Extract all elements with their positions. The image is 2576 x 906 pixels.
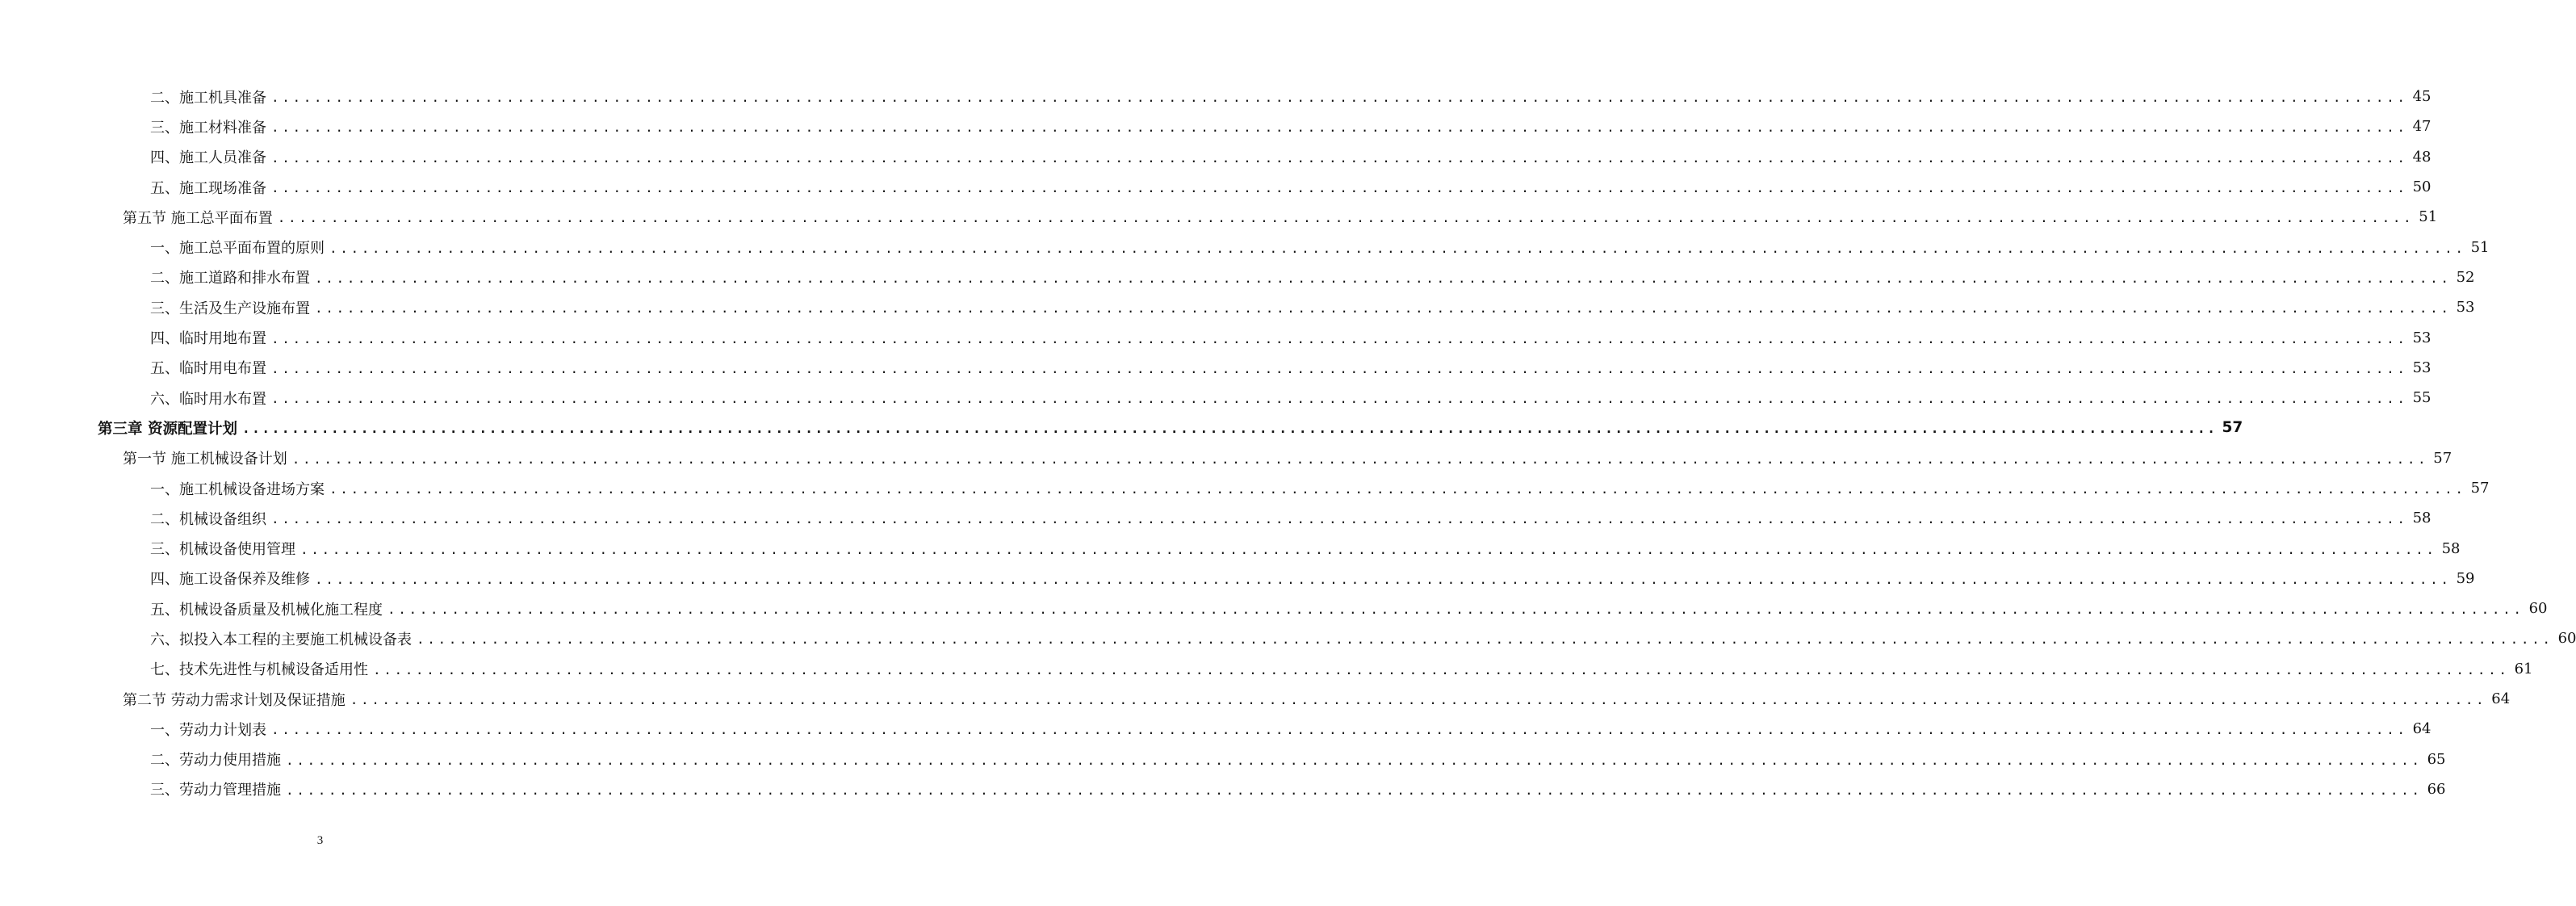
toc-entry-title: 三、机械设备使用管理 bbox=[150, 541, 295, 559]
toc-entry-page-number: 66 bbox=[2427, 780, 2446, 798]
toc-entry-page-number: 50 bbox=[2412, 178, 2431, 196]
toc-entry-page-number: 61 bbox=[2514, 660, 2533, 677]
toc-entry-page-number: 51 bbox=[2470, 238, 2490, 256]
toc-entry-title: 七、技术先进性与机械设备适用性 bbox=[150, 661, 368, 679]
toc-entry-title: 第一节 施工机械设备计划 bbox=[123, 451, 287, 468]
toc-subsection-entry[interactable] bbox=[0, 232, 2490, 262]
toc-dot-leader: ........................................................................................................................................................................................................ bbox=[271, 180, 2408, 196]
toc-subsection-entry[interactable] bbox=[0, 623, 2576, 653]
toc-entry-title: 四、临时用地布置 bbox=[150, 330, 266, 348]
toc-entry-page-number: 60 bbox=[2557, 630, 2576, 648]
table-of-contents bbox=[0, 82, 2576, 804]
toc-dot-leader: ........................................................................................................................................................................................................ bbox=[329, 481, 2466, 497]
toc-subsection-entry[interactable] bbox=[0, 322, 2431, 352]
toc-dot-leader: ........................................................................................................................................................................................................ bbox=[291, 451, 2429, 467]
toc-subsection-entry[interactable] bbox=[0, 142, 2431, 172]
toc-entry-title: 一、施工总平面布置的原则 bbox=[150, 240, 325, 258]
toc-entry-title: 五、施工现场准备 bbox=[150, 179, 266, 197]
toc-subsection-entry[interactable] bbox=[0, 383, 2431, 413]
toc-entry-page-number: 53 bbox=[2456, 299, 2475, 317]
toc-dot-leader: ........................................................................................................................................................................................................ bbox=[271, 149, 2408, 166]
toc-entry-page-number: 57 bbox=[2470, 480, 2490, 497]
toc-subsection-entry[interactable] bbox=[0, 503, 2431, 533]
toc-dot-leader: ........................................................................................................................................................................................................ bbox=[286, 782, 2423, 798]
toc-entry-page-number: 57 bbox=[2222, 419, 2243, 437]
toc-entry-page-number: 47 bbox=[2412, 118, 2431, 136]
toc-section-entry[interactable] bbox=[0, 684, 2511, 714]
toc-subsection-entry[interactable] bbox=[0, 473, 2490, 503]
toc-dot-leader: ........................................................................................................................................................................................................ bbox=[387, 602, 2524, 618]
toc-subsection-entry[interactable] bbox=[0, 262, 2475, 292]
toc-entry-page-number: 52 bbox=[2456, 268, 2475, 286]
toc-subsection-entry[interactable] bbox=[0, 82, 2431, 111]
toc-entry-page-number: 48 bbox=[2412, 148, 2431, 166]
toc-dot-leader: ........................................................................................................................................................................................................ bbox=[315, 270, 2452, 286]
toc-entry-page-number: 57 bbox=[2433, 449, 2452, 467]
toc-entry-title: 四、施工人员准备 bbox=[150, 149, 266, 167]
toc-entry-title: 一、施工机械设备进场方案 bbox=[150, 480, 325, 498]
toc-entry-title: 五、机械设备质量及机械化施工程度 bbox=[150, 601, 383, 619]
toc-dot-leader: ........................................................................................................................................................................................................ bbox=[271, 391, 2408, 407]
toc-dot-leader: ........................................................................................................................................................................................................ bbox=[315, 300, 2452, 317]
toc-entry-title: 二、机械设备组织 bbox=[150, 510, 266, 528]
toc-dot-leader: ........................................................................................................................................................................................................ bbox=[277, 210, 2415, 226]
toc-entry-title: 二、施工道路和排水布置 bbox=[150, 270, 310, 287]
toc-entry-title: 第五节 施工总平面布置 bbox=[123, 209, 273, 227]
toc-dot-leader: ........................................................................................................................................................................................................ bbox=[300, 541, 2437, 557]
toc-entry-page-number: 64 bbox=[2412, 720, 2431, 738]
toc-entry-title: 三、施工材料准备 bbox=[150, 119, 266, 136]
toc-dot-leader: ........................................................................................................................................................................................................ bbox=[271, 90, 2408, 106]
toc-entry-page-number: 65 bbox=[2427, 750, 2446, 768]
toc-dot-leader: ........................................................................................................................................................................................................ bbox=[271, 511, 2408, 527]
toc-subsection-entry[interactable] bbox=[0, 292, 2475, 322]
toc-dot-leader: ........................................................................................................................................................................................................ bbox=[271, 120, 2408, 136]
toc-entry-page-number: 59 bbox=[2456, 569, 2475, 587]
toc-subsection-entry[interactable] bbox=[0, 533, 2461, 563]
toc-section-entry[interactable] bbox=[0, 202, 2438, 232]
toc-entry-title: 三、生活及生产设施布置 bbox=[150, 300, 310, 317]
toc-entry-page-number: 45 bbox=[2412, 88, 2431, 106]
toc-entry-title: 六、拟投入本工程的主要施工机械设备表 bbox=[150, 631, 412, 648]
toc-entry-title: 二、施工机具准备 bbox=[150, 89, 266, 107]
toc-entry-page-number: 58 bbox=[2412, 510, 2431, 527]
toc-dot-leader: ........................................................................................................................................................................................................ bbox=[241, 421, 2218, 437]
toc-entry-title: 六、临时用水布置 bbox=[150, 390, 266, 408]
toc-entry-page-number: 53 bbox=[2412, 359, 2431, 376]
toc-entry-title: 二、劳动力使用措施 bbox=[150, 752, 281, 770]
toc-dot-leader: ........................................................................................................................................................................................................ bbox=[271, 722, 2408, 738]
toc-entry-page-number: 53 bbox=[2412, 329, 2431, 346]
toc-entry-page-number: 55 bbox=[2412, 389, 2431, 407]
toc-subsection-entry[interactable] bbox=[0, 745, 2446, 774]
toc-chapter-entry[interactable] bbox=[0, 413, 2243, 443]
toc-subsection-entry[interactable] bbox=[0, 774, 2446, 804]
toc-subsection-entry[interactable] bbox=[0, 111, 2431, 141]
toc-subsection-entry[interactable] bbox=[0, 353, 2431, 383]
toc-dot-leader: ........................................................................................................................................................................................................ bbox=[329, 240, 2466, 256]
toc-subsection-entry[interactable] bbox=[0, 714, 2431, 744]
toc-dot-leader: ........................................................................................................................................................................................................ bbox=[315, 571, 2452, 587]
toc-entry-title: 一、劳动力计划表 bbox=[150, 721, 266, 739]
toc-dot-leader: ........................................................................................................................................................................................................ bbox=[350, 692, 2487, 708]
toc-entry-title: 第二节 劳动力需求计划及保证措施 bbox=[123, 691, 346, 709]
toc-entry-title: 第三章 资源配置计划 bbox=[98, 420, 237, 438]
toc-section-entry[interactable] bbox=[0, 443, 2452, 473]
toc-entry-page-number: 64 bbox=[2491, 690, 2511, 708]
toc-subsection-entry[interactable] bbox=[0, 594, 2548, 623]
toc-entry-page-number: 51 bbox=[2419, 208, 2438, 226]
toc-entry-title: 四、施工设备保养及维修 bbox=[150, 571, 310, 589]
toc-entry-title: 三、劳动力管理措施 bbox=[150, 782, 281, 799]
toc-entry-title: 五、临时用电布置 bbox=[150, 360, 266, 378]
toc-entry-page-number: 58 bbox=[2441, 539, 2461, 557]
toc-subsection-entry[interactable] bbox=[0, 564, 2475, 594]
toc-subsection-entry[interactable] bbox=[0, 654, 2533, 684]
toc-subsection-entry[interactable] bbox=[0, 172, 2431, 202]
toc-dot-leader: ........................................................................................................................................................................................................ bbox=[417, 631, 2553, 648]
toc-dot-leader: ........................................................................................................................................................................................................ bbox=[271, 330, 2408, 346]
page-number: 3 bbox=[316, 834, 324, 847]
toc-entry-page-number: 60 bbox=[2528, 600, 2548, 618]
toc-dot-leader: ........................................................................................................................................................................................................ bbox=[373, 661, 2510, 677]
toc-dot-leader: ........................................................................................................................................................................................................ bbox=[286, 752, 2423, 768]
toc-dot-leader: ........................................................................................................................................................................................................ bbox=[271, 360, 2408, 376]
